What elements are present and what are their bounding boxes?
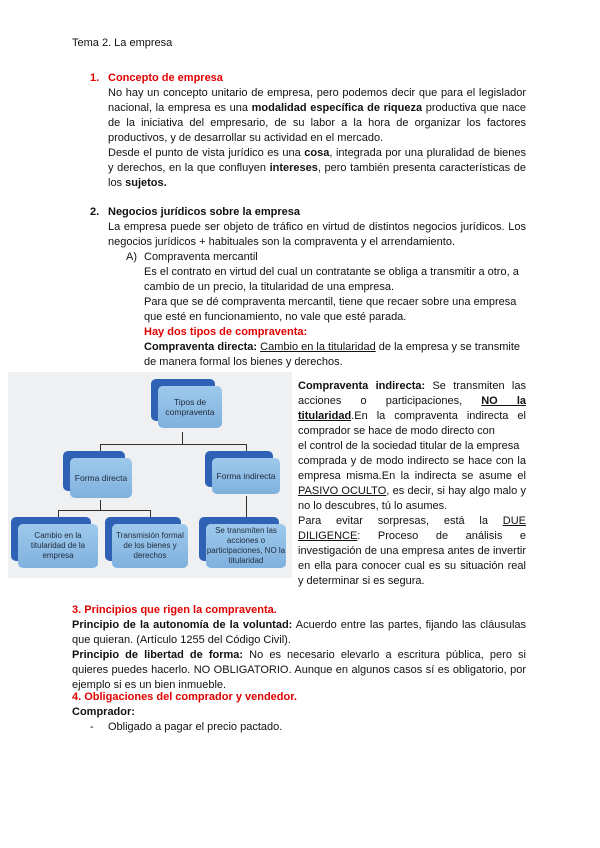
indirect-line-9: no lo descubres, tú lo asumes. [298,500,448,512]
connector [100,444,246,445]
indirect-line-4: comprador se hace de modo directo con [298,425,495,437]
indirect-line-13: en ella para conocer cual es su situación real [298,560,526,572]
sec1-line-3: de la iniciativa del empresario, de su labor a la hora de organizar los factores [108,117,526,129]
sec2-line-2: negocios jurídicos + habituales son la compraventa y el arrendamiento. [108,236,456,248]
diagram-leaf-direct-2: Transmisión formal de los bienes y derechos [112,524,188,568]
indirect-line-10: Para evitar sorpresas, está la DUE [298,515,526,527]
diagram-leaf-direct-1: Cambio en la titularidad de la empresa [18,524,98,568]
connector [100,444,101,458]
indirect-line-7: empresa misma.En la indirecta se asume el [298,470,526,482]
diagram-leaf-indirect: Se transmiten las acciones o participaciones, NO la titularidad [206,524,286,568]
section-1-number: 1. [90,72,100,84]
section-4-title: 4. Obligaciones del comprador y vendedor. [72,691,297,703]
indirect-line-6: comprada y de modo indirecto se hace con la [298,455,526,467]
indirect-line-3: titularidad.En la compraventa indirecta el [298,410,526,422]
section-2-title: Negocios jurídicos sobre la empresa [108,206,300,218]
sec1-line-1: No hay un concepto unitario de empresa, pero podemos decir que para el legislador [108,87,526,99]
indirect-line-8: PASIVO OCULTO, es decir, si hay algo malo y [298,485,526,497]
section-1-title: Concepto de empresa [108,72,223,84]
buyer-heading: Comprador: [72,706,135,718]
subsection-a-line-4: que esté en funcionamiento, no vale que esté parada. [144,311,407,323]
indirect-line-14: y determinar si es segura. [298,575,425,587]
section-3-title: 3. Principios que rigen la compraventa. [72,604,277,616]
connector [58,510,150,511]
sec3-line-4: quieres puedes hacerlo. NO OBLIGATORIO. Aunque en algunos casos sí es obligatorio, por [72,664,526,676]
sec3-line-2: que quieran. (Artículo 1255 del Código Civil). [72,634,291,646]
page-header: Tema 2. La empresa [72,37,173,49]
sec1-line-2: nacional, la empresa es una modalidad específica de riqueza productiva que nace [108,102,527,114]
indirect-line-12: investigación de una empresa antes de invertir [298,545,526,557]
diagram-direct-node: Forma directa [70,458,132,498]
indirect-line-2: acciones o participaciones, NO la [298,395,526,407]
sec3-line-3: Principio de libertad de forma: No es necesario elevarlo a escritura pública, pero si [72,649,526,661]
subsection-a-title: Compraventa mercantil [144,251,258,263]
subsection-a-line-1: Es el contrato en virtud del cual un contratante se obliga a transmitir a otro, a [144,266,519,278]
subsection-a-line-2: cambio de un precio, la titularidad de una empresa. [144,281,395,293]
direct-line-1: Compraventa directa: Cambio en la titularidad de la empresa y se transmite [144,341,521,353]
sec1-line-4: productivos, y de desarrollar su actividad en el mercado. [108,132,384,144]
connector [182,432,183,444]
diagram-root-node: Tipos de compraventa [158,386,222,428]
sec2-line-1: La empresa puede ser objeto de tráfico en virtud de distintos negocios jurídicos. Los [108,221,526,233]
connector [58,510,59,524]
connector [150,510,151,524]
types-heading: Hay dos tipos de compraventa: [144,326,308,338]
sec3-line-5: ejemplo si es un bien inmueble. [72,679,227,691]
subsection-a-label: A) [126,251,137,263]
list-bullet: - [90,721,94,733]
indirect-line-5: el control de la sociedad titular de la empresa [298,440,520,452]
section-2-number: 2. [90,206,100,218]
indirect-line-1: Compraventa indirecta: Se transmiten las [298,380,526,392]
connector [246,444,247,458]
connector [100,500,101,510]
direct-line-2: de manera formal los bienes y derechos. [144,356,343,368]
sec1-line-5: Desde el punto de vista jurídico es una cosa, integrada por una pluralidad de bienes [108,147,526,159]
buyer-item-1: Obligado a pagar el precio pactado. [108,721,283,733]
connector [246,496,247,524]
sec1-line-6: y derechos, en la que confluyen intereses, pero también presenta características de [108,162,526,174]
sec3-line-1: Principio de la autonomía de la voluntad: Acuerdo entre las partes, fijando las cláusulas [72,619,527,631]
sec1-line-7: los sujetos. [108,177,167,189]
diagram-panel [8,372,292,578]
subsection-a-line-3: Para que se dé compraventa mercantil, tiene que recaer sobre una empresa [144,296,517,308]
indirect-line-11: DILIGENCE: Proceso de análisis e [298,530,526,542]
diagram-indirect-node: Forma indirecta [212,458,280,494]
